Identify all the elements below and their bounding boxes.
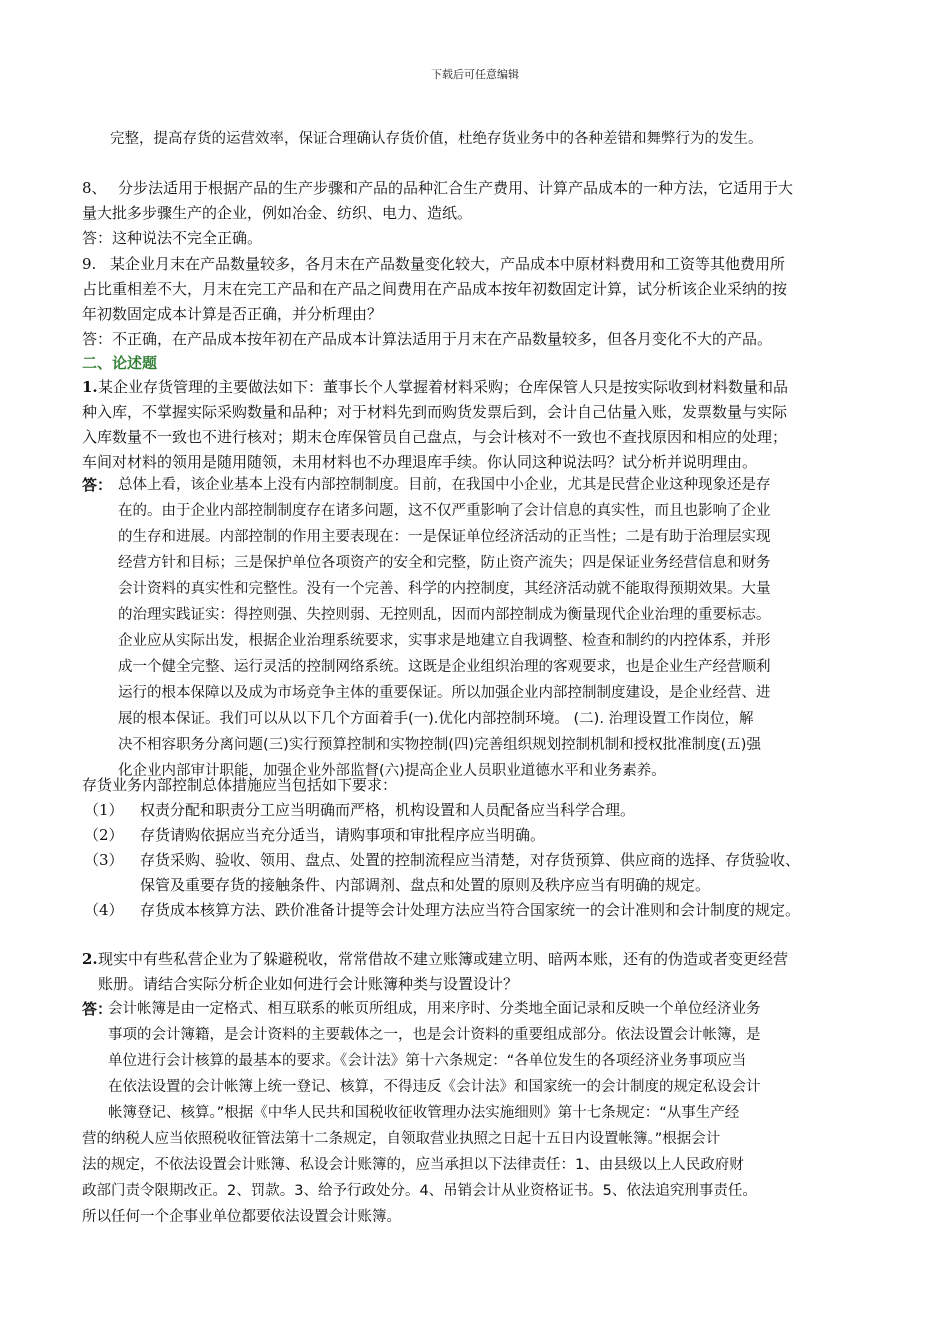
e2-answer-line: 法的规定，不依法设置会计账簿、私设会计账簿的，应当承担以下法律责任：1、由县级以上人民政府财 (82, 1157, 744, 1173)
e1-answer-line: 成一个健全完整、运行灵活的控制网络系统。这既是企业组织治理的客观要求，也是企业生产经营顺利 (118, 659, 771, 675)
e1-item-3-text-2: 保管及重要存货的接触条件、内部调剂、盘点和处置的原则及秩序应当有明确的规定。 (140, 876, 711, 894)
e2-answer-label: 答： (82, 1000, 113, 1018)
e1-answer-label: 答： (82, 476, 113, 494)
e1-question-line-4: 车间对材料的领用是随用随领，未用材料也不办理退库手续。你认同这种说法吗？试分析并说明理由。 (82, 453, 758, 471)
e2-question-line-1: 现实中有些私营企业为了躲避税收，常常借故不建立账簿或建立明、暗两本账，还有的伪造或者变更经营 (98, 950, 789, 968)
e2-answer-line: 营的纳税人应当依照税收征管法第十二条规定，自领取营业执照之日起十五日内设置帐簿。”根据会计 (82, 1131, 721, 1147)
intro-line: 完整，提高存货的运营效率，保证合理确认存货价值，杜绝存货业务中的各种差错和舞弊行为的发生。 (110, 131, 763, 147)
e1-question-line-1: 某企业存货管理的主要做法如下：董事长个人掌握着材料采购；仓库保管人只是按实际收到材料数量和品 (98, 378, 789, 396)
e1-answer-line: 在的。由于企业内部控制制度存在诸多问题，这不仅严重影响了会计信息的真实性，而且也影响了企业 (118, 503, 771, 519)
e1-answer-line: 决不相容职务分离问题(三)实行预算控制和实物控制(四)完善组织规划控制机制和授权批准制度(五)强 (118, 737, 761, 753)
e1-answer-line: 的治理实践证实：得控则强、失控则弱、无控则乱，因而内部控制成为衡量现代企业治理的重要标志。 (118, 607, 771, 623)
e1-question-line-2: 种入库，不掌握实际采购数量和品种；对于材料先到而购货发票后到，会计自己估量入账，发票数量与实际 (82, 403, 788, 421)
q9-line-3: 年初数固定成本计算是否正确，并分析理由？ (82, 305, 383, 323)
e1-item-1-text: 权责分配和职责分工应当明确而严格，机构设置和人员配备应当科学合理。 (140, 801, 636, 819)
e2-answer-body-continued (82, 1126, 757, 1230)
e1-item-1-number: （1） (84, 801, 124, 819)
e2-answer-line: 事项的会计簿籍，是会计资料的主要载体之一，也是会计资料的重要组成部分。依法设置会计帐簿，是 (108, 1027, 761, 1043)
e1-item-4-text: 存货成本核算方法、跌价准备计提等会计处理方法应当符合国家统一的会计准则和会计制度的规定。 (140, 901, 801, 919)
e1-answer-line: 的生存和进展。内部控制的作用主要表现在：一是保证单位经济活动的正当性；二是有助于治理层实现 (118, 529, 771, 545)
e2-answer-body (108, 996, 761, 1126)
e1-item-2-number: （2） (84, 826, 124, 844)
e2-answer-line: 政部门责令限期改正。2、罚款。3、给予行政处分。4、吊销会计从业资格证书。5、依法追究刑事责任。 (82, 1183, 757, 1199)
e1-item-3-number: （3） (84, 851, 124, 869)
e1-question-line-3: 入库数量不一致也不进行核对；期末仓库保管员自己盘点，与会计核对不一致也不查找原因和相应的处理； (82, 428, 788, 446)
e1-answer-line: 展的根本保证。我们可以从以下几个方面着手(一).优化内部控制环境。 (二). 治理设置工作岗位，解 (118, 711, 754, 727)
q9-line-2: 占比重相差不大，月末在完工产品和在产品之间费用在产品成本按年初数固定计算，试分析该企业采纳的按 (82, 280, 788, 298)
e2-answer-line: 会计帐簿是由一定格式、相互联系的帐页所组成，用来序时、分类地全面记录和反映一个单位经济业务 (108, 1001, 761, 1017)
e1-answer-line: 经营方针和目标；三是保护单位各项资产的安全和完整，防止资产流失；四是保证业务经营信息和财务 (118, 555, 771, 571)
e1-answer-body (118, 472, 771, 784)
e1-item-2-text: 存货请购依据应当充分适当，请购事项和审批程序应当明确。 (140, 826, 546, 844)
e1-answer-line: 运行的根本保障以及成为市场竞争主体的重要保证。所以加强企业内部控制制度建设，是企业经营、进 (118, 685, 771, 701)
q8-number: 8、 (82, 179, 107, 197)
e1-item-3-text-1: 存货采购、验收、领用、盘点、处置的控制流程应当清楚，对存货预算、供应商的选择、存货验收、 (140, 851, 801, 869)
page-header: 下载后可任意编辑 (431, 68, 519, 81)
e2-question-line-2: 账册。请结合实际分析企业如何进行会计账簿种类与设置设计？ (98, 975, 519, 993)
e2-answer-line: 单位进行会计核算的最基本的要求。《会计法》第十六条规定：“各单位发生的各项经济业务事项应当 (108, 1053, 747, 1069)
e1-answer-line: 总体上看，该企业基本上没有内部控制制度。目前，在我国中小企业，尤其是民营企业这种现象还是存 (118, 477, 771, 493)
q9-answer: 答：不正确，在产品成本按年初在产品成本计算法适用于月末在产品数量较多，但各月变化不大的产品。 (82, 330, 773, 348)
e1-answer-line: 企业应从实际出发，根据企业治理系统要求，实事求是地建立自我调整、检查和制约的内控体系，并形 (118, 633, 771, 649)
q8-answer: 答：这种说法不完全正确。 (82, 229, 263, 247)
q8-line-2: 量大批多步骤生产的企业，例如冶金、纺织、电力、造纸。 (82, 204, 473, 222)
q9-number: 9. (82, 255, 97, 273)
e2-answer-line: 帐簿登记、核算。”根据《中华人民共和国税收征收管理办法实施细则》第十七条规定：“从事生产经 (108, 1105, 740, 1121)
e2-number: 2. (82, 950, 98, 968)
e1-item-4-number: （4） (84, 901, 124, 919)
section-title: 二、论述题 (82, 354, 158, 372)
e2-answer-line: 所以任何一个企事业单位都要依法设置会计账簿。 (82, 1209, 401, 1225)
q8-line-1: 分步法适用于根据产品的生产步骤和产品的品种汇合生产费用、计算产品成本的一种方法，它适用于大 (118, 179, 794, 197)
e2-answer-line: 在依法设置的会计帐簿上统一登记、核算，不得违反《会计法》和国家统一的会计制度的规定私设会计 (108, 1079, 761, 1095)
e1-number: 1. (82, 378, 98, 396)
q9-line-1: 某企业月末在产品数量较多，各月末在产品数量变化较大，产品成本中原材料费用和工资等其他费用所 (110, 255, 786, 273)
e1-answer-line: 化企业内部审计职能，加强企业外部监督(六)提高企业人员职业道德水平和业务素养。 (118, 763, 666, 779)
e1-summary: 存货业务内部控制总体措施应当包括如下要求： (82, 776, 398, 794)
e1-answer-line: 会计资料的真实性和完整性。没有一个完善、科学的内控制度，其经济活动就不能取得预期效果。大量 (118, 581, 771, 597)
